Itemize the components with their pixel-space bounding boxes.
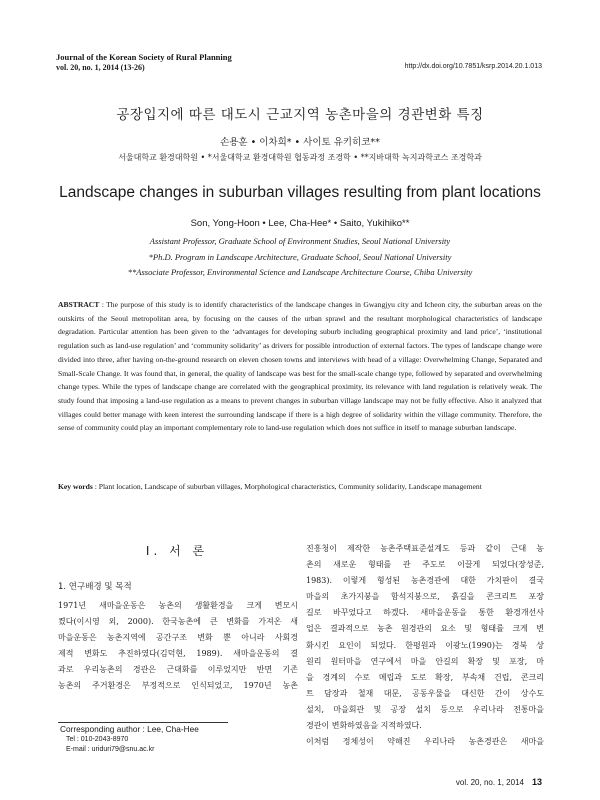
corresponding-tel: Tel : 010-2043-8970: [66, 735, 129, 743]
korean-title: 공장입지에 따른 대도시 근교지역 농촌마을의 경관변화 특징: [116, 107, 484, 123]
text-line: 업은 결과적으로 농촌 원경관의 요소 및 형태를 크게 변: [306, 624, 544, 634]
korean-affiliations: 서울대학교 환경대학원 • *서울대학교 환경대학원 협동과정 조경학 • **지바대학 녹지과학코스 조경학과: [118, 153, 482, 162]
english-affiliation-2: *Ph.D. Program in Landscape Architecture, Graduate School, Seoul National University: [148, 252, 452, 262]
text-line: 진흥청이 제작한 농촌주택표준설계도 등과 같이 근대 농: [306, 544, 544, 553]
text-line: 제적 변화도 추진하였다(김덕현, 1989). 새마을운동의 결: [58, 649, 298, 659]
text-line: 을 경계의 수로 메립과 도로 확장, 부속채 건립, 콘크리: [306, 672, 544, 682]
text-line: 1971년 새마을운동은 농촌의 생활환경을 크게 변모시: [58, 601, 298, 610]
text-line: 길로 바꾸었다고 하겠다. 새마을운동을 통한 환경개선사: [306, 608, 544, 618]
text-line: 설치, 마을회관 및 공장 설치 등으로 우리나라 전통마을: [306, 704, 544, 714]
corresponding-email[interactable]: E-mail : uriduri79@snu.ac.kr: [66, 746, 155, 753]
correspondence-block: [60, 724, 199, 756]
keywords-text: : Plant location, Landscape of suburban villages, Morphological characteristics, Community solidarity, Landscape management: [92, 482, 482, 491]
text-line: 원리 원터마을 연구에서 마을 안길의 확장 및 포장, 마: [306, 656, 544, 666]
text-line: 1983). 이렇게 형성된 농촌경관에 대한 가치판이 결국: [306, 576, 544, 586]
abstract-text: : The purpose of this study is to identify characteristics of the landscape changes in Gwangjyu city and Icheon city, the suburban areas on the outskirts of the Seoul metropolitan area, by focusing on the causes of the urban sprawl and the resultant morphological characteristics of landscape degradation. Particular attention has been given to the ‘advantages for developing suburb including geographical proximity and land price’, ‘institutional regulation such as land-use regulation’ and ‘community solidarity’ as drivers for possible introduction of external factors. The types of landscape change were divided into three, after having on-the-ground research on eleven chosen towns and interviews with head of a village: Overwhelming Change, Separated and Small-Scale Change. It was found that, in general, the quality of landscape was best for the small-scale change type, followed by separated and overwhelming change types. While the types of landscape change are correlated with the geographical proximity, its relevance with land regulation is relatively weak. The study found that imposing a land-use regulation as a means to prevent changes in suburban village landscape may not be fully effective. Also it analyzed that villages could better manage with keen interest the surrounding landscape if there is a high degree of solidarity within the village community. Therefore, the sense of community could play an important complementary role to land-use regulation which does not suffice in itself to manage suburban landscape.: [58, 300, 542, 433]
keywords: [58, 480, 542, 494]
english-affiliation-1: Assistant Professor, Graduate School of Environment Studies, Seoul National University: [149, 236, 451, 246]
text-line: 촌의 새로운 형태를 관 주도로 이끌게 되었다(장성준,: [306, 560, 544, 570]
text-line: 화시킨 요인이 되었다. 한평원과 이광노(1990)는 경북 상: [306, 640, 544, 650]
korean-authors: 손용훈 • 이차희* • 사이토 유키히코**: [220, 137, 380, 148]
page-number: 13: [531, 777, 542, 787]
footer-issue: vol. 20, no. 1, 2014: [455, 778, 524, 787]
page-footer: [456, 777, 542, 787]
english-authors: Son, Yong-Hoon • Lee, Cha-Hee* • Saito, Yukihiko**: [190, 218, 410, 229]
english-title: Landscape changes in suburban villages resulting from plant locations: [59, 184, 541, 201]
right-column-text: [306, 541, 544, 750]
footnote-divider: [58, 722, 228, 723]
text-line: 트 담장과 철재 대문, 공동우물을 대신한 간이 상수도: [306, 688, 544, 698]
corresponding-author: Corresponding author : Lee, Cha-Hee: [60, 724, 199, 734]
english-affiliation-3: **Associate Professor, Environmental Science and Landscape Architecture Course, Chiba University: [127, 267, 473, 277]
text-line: 켰다(이시영 외, 2000). 한국농촌에 큰 변화를 가져온 새: [58, 617, 298, 627]
subsection-heading: 1. 연구배경 및 목적: [58, 582, 132, 592]
abstract: [58, 298, 542, 435]
text-line: 경관이 변화하였음을 지적하였다.: [306, 721, 422, 731]
text-line: 농촌의 주거환경은 부정적으로 인식되었고, 1970년 농촌: [58, 681, 298, 691]
journal-name: Journal of the Korean Society of Rural Planning: [56, 52, 232, 62]
section-heading: Ⅰ. 서 론: [145, 544, 209, 558]
text-line: 이처럼 정체성이 약해진 우리나라 농촌경관은 새마을: [306, 737, 544, 747]
journal-volume: vol. 20, no. 1, 2014 (13-26): [56, 63, 145, 72]
doi-link[interactable]: http://dx.doi.org/10.7851/ksrp.2014.20.1.013: [404, 63, 542, 70]
text-line: 마을운동은 농촌지역에 공간구조 변화 뿐 아니라 사회경: [58, 633, 298, 643]
abstract-label: ABSTRACT: [58, 300, 100, 309]
text-line: 마을의 초가지붕을 함석지붕으로, 흙길을 콘크리트 포장: [306, 592, 544, 602]
keywords-label: Key words: [58, 482, 93, 491]
text-line: 과로 우리농촌의 경관은 근대화를 이루었지만 반면 기존: [58, 665, 298, 675]
left-column-text: [58, 598, 298, 695]
